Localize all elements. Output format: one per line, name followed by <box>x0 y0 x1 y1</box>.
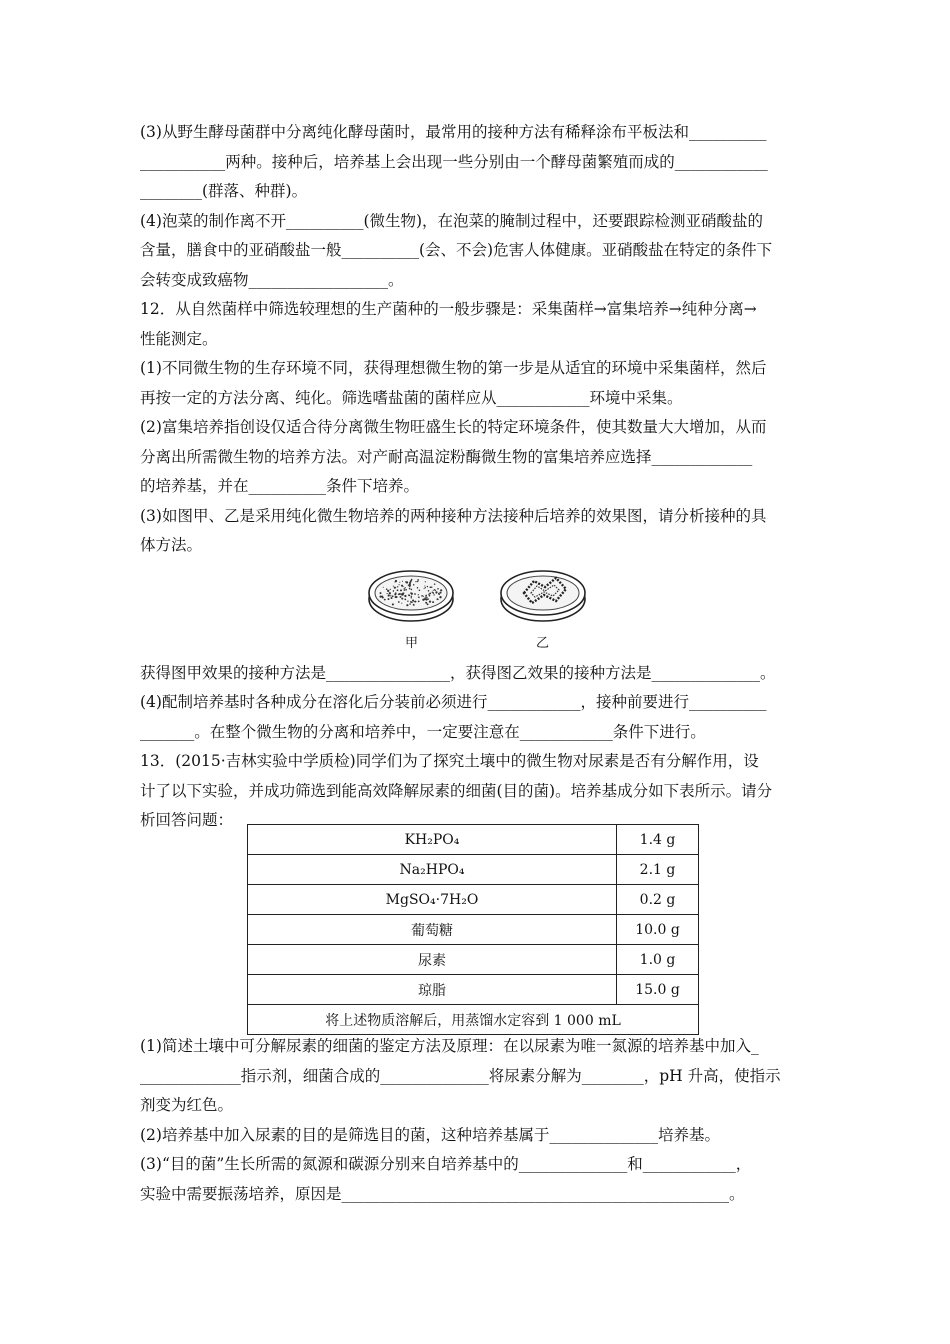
ingredient-amount-cell: 10.0 g <box>617 915 699 945</box>
text-line: 再按一定的方法分离、纯化。筛选嗜盐菌的菌样应从____________环境中采集。 <box>140 388 683 407</box>
colony-dot <box>388 598 390 600</box>
colony-dot <box>401 584 403 586</box>
document-page <box>140 118 820 836</box>
ingredient-name-cell: KH₂PO₄ <box>248 825 617 855</box>
colony-dot <box>404 589 406 591</box>
colony-dot <box>404 598 406 600</box>
colony-dot <box>399 581 400 582</box>
colony-dot <box>427 598 429 600</box>
colony-dot <box>440 589 442 591</box>
text-line: ___________两种。接种后，培养基上会出现一些分别由一个酵母菌繁殖而成的____________ <box>140 152 768 171</box>
text-line: ________(群落、种群)。 <box>140 182 308 200</box>
text-line: (2)富集培养指创设仅适合待分离微生物旺盛生长的特定环境条件，使其数量大大增加，从而 <box>140 418 767 436</box>
colony-dot <box>419 589 421 591</box>
figure-label-yi: 乙 <box>536 635 550 651</box>
text-line: 体方法。 <box>140 536 203 554</box>
colony-dot <box>425 601 427 603</box>
colony-dot <box>402 580 403 581</box>
colony-dot <box>406 604 408 606</box>
colony-dot <box>409 581 411 583</box>
colony-dot <box>411 588 413 590</box>
text-line: 剂变为红色。 <box>140 1096 234 1114</box>
colony-dot <box>392 595 394 597</box>
colony-dot <box>410 601 412 603</box>
text-line: 计了以下实验，并成功筛选到能高效降解尿素的细菌(目的菌)。培养基成分如下表所示。请分 <box>140 781 773 800</box>
colony-dot <box>413 584 415 586</box>
colony-dot <box>399 584 400 585</box>
colony-dot <box>436 592 437 593</box>
text-line: (3)如图甲、乙是采用纯化微生物培养的两种接种方法接种后培养的效果图，请分析接种的具 <box>140 506 767 525</box>
question-text-block-3 <box>140 1032 820 1209</box>
colony-dot <box>425 594 427 596</box>
colony-dot <box>398 601 400 603</box>
colony-dot <box>395 579 397 581</box>
ingredient-amount-cell: 15.0 g <box>617 975 699 1005</box>
colony-dot <box>408 584 409 585</box>
question-text-area-3 <box>140 1032 820 1209</box>
colony-dot <box>386 588 388 590</box>
colony-dot <box>412 599 414 601</box>
colony-dot <box>433 589 434 590</box>
colony-dot <box>437 588 439 590</box>
colony-dot <box>410 592 412 594</box>
colony-dot <box>418 594 419 595</box>
colony-dot <box>422 598 424 600</box>
colony-dot <box>437 598 438 599</box>
text-line: (3)从野生酵母菌群中分离纯化酵母菌时，最常用的接种方法有稀释涂布平板法和__________ <box>140 123 767 141</box>
colony-dot <box>397 589 399 591</box>
text-line: 会转变成致癌物__________________。 <box>140 270 404 289</box>
colony-dot <box>411 578 413 580</box>
text-line: (1)简述土壤中可分解尿素的细菌的鉴定方法及原理：在以尿素为唯一氮源的培养基中加入_ <box>140 1037 759 1055</box>
colony-dot <box>395 586 396 587</box>
table-row <box>248 945 699 975</box>
ingredient-name-cell: MgSO₄·7H₂O <box>248 885 617 915</box>
colony-dot <box>411 595 413 597</box>
colony-dot <box>424 597 425 598</box>
colony-dot <box>434 583 436 585</box>
colony-dot <box>418 596 419 597</box>
colony-dot <box>418 600 420 602</box>
colony-dot <box>423 595 424 596</box>
colony-dot <box>424 588 425 589</box>
colony-dot <box>388 594 390 596</box>
colony-dot <box>417 579 419 581</box>
text-line: _______。在整个微生物的分离和培养中，一定要注意在____________条件下进行。 <box>140 722 706 741</box>
text-line: (4)配制培养基时各种成分在溶化后分装前必须进行____________，接种前要进行__________ <box>140 693 767 711</box>
colony-dot <box>405 587 406 588</box>
colony-dot <box>404 594 406 596</box>
text-line: (3)“目的菌”生长所需的氮源和碳源分别来自培养基中的______________和____________， <box>140 1155 752 1173</box>
colony-dot <box>394 593 396 595</box>
colony-dot <box>434 589 435 590</box>
colony-dot <box>425 596 427 598</box>
colony-dot <box>432 601 434 603</box>
colony-dot <box>436 591 437 592</box>
colony-dot <box>413 604 414 605</box>
colony-dot <box>390 595 391 596</box>
figure-label-jia: 甲 <box>405 635 419 651</box>
colony-dot <box>382 596 384 598</box>
colony-dot <box>424 585 425 586</box>
table-note-cell: 将上述物质溶解后，用蒸馏水定容到 1 000 mL <box>248 1005 699 1035</box>
colony-dot <box>405 588 407 590</box>
colony-dot <box>431 586 433 588</box>
colony-dot <box>415 580 416 581</box>
colony-dot <box>379 595 381 597</box>
colony-dot <box>391 597 393 599</box>
colony-dot <box>389 592 391 594</box>
text-line: 实验中需要振荡培养，原因是__________________________________________________。 <box>140 1184 745 1203</box>
colony-dot <box>384 598 386 600</box>
colony-dot <box>393 585 394 586</box>
colony-dot <box>390 588 391 589</box>
table-row <box>248 885 699 915</box>
colony-dot <box>425 581 426 582</box>
colony-dot <box>414 593 416 595</box>
text-line: 获得图甲效果的接种方法是________________，获得图乙效果的接种方法是______________。 <box>140 663 776 682</box>
text-line: 分离出所需微生物的培养方法。对产耐高温淀粉酶微生物的富集培养应选择_____________ <box>140 447 753 466</box>
colony-dot <box>433 594 434 595</box>
text-line: (4)泡菜的制作离不开__________(微生物)，在泡菜的腌制过程中，还要跟踪检测亚硝酸盐的 <box>140 211 764 230</box>
ingredient-name-cell: 尿素 <box>248 945 617 975</box>
colony-dot <box>380 592 382 594</box>
colony-dot <box>429 592 431 594</box>
ingredient-amount-cell: 1.0 g <box>617 945 699 975</box>
table-row <box>248 915 699 945</box>
colony-dot <box>432 592 434 594</box>
ingredient-amount-cell: 2.1 g <box>617 855 699 885</box>
table-row <box>248 825 699 855</box>
table-note-row <box>248 1005 699 1035</box>
colony-dot <box>414 601 415 602</box>
colony-dot <box>382 595 383 596</box>
text-line: 12．从自然菌样中筛选较理想的生产菌种的一般步骤是：采集菌样→富集培养→纯种分离→ <box>140 300 757 318</box>
colony-dot <box>383 586 384 587</box>
colony-dot <box>387 593 388 594</box>
colony-dot <box>427 596 428 597</box>
colony-dot <box>409 603 411 605</box>
colony-dot <box>400 595 402 597</box>
text-line: _____________指示剂，细菌合成的______________将尿素分解为________，pH 升高，使指示 <box>140 1066 781 1085</box>
colony-dot <box>428 589 430 591</box>
ingredient-amount-cell: 0.2 g <box>617 885 699 915</box>
culture-medium-table <box>247 824 699 1035</box>
text-line: (2)培养基中加入尿素的目的是筛选目的菌，这种培养基属于______________培养基。 <box>140 1125 720 1144</box>
colony-dot <box>401 602 402 603</box>
colony-dot <box>387 589 389 591</box>
text-line: 析回答问题： <box>140 811 234 829</box>
figure-petri-dishes <box>140 561 820 659</box>
text-line: 含量，膳食中的亚硝酸盐一般__________(会、不会)危害人体健康。亚硝酸盐在特定的条件下 <box>140 241 773 259</box>
ingredient-name-cell: 琼脂 <box>248 975 617 1005</box>
colony-dot <box>429 594 431 596</box>
text-line: 的培养基，并在__________条件下培养。 <box>140 477 420 495</box>
petri-dish-jia-image <box>366 563 456 625</box>
ingredient-name-cell: Na₂HPO₄ <box>248 855 617 885</box>
table-row <box>248 855 699 885</box>
colony-dot <box>425 587 426 588</box>
colony-dot <box>427 603 429 605</box>
colony-dot <box>400 589 402 591</box>
colony-dot <box>408 594 409 595</box>
colony-dot <box>439 596 441 598</box>
colony-dot <box>411 597 412 598</box>
colony-dot <box>393 591 394 592</box>
text-line: 性能测定。 <box>140 329 218 348</box>
colony-dot <box>438 593 440 595</box>
table-row <box>248 975 699 1005</box>
colony-dot <box>407 600 408 601</box>
colony-dot <box>402 593 404 595</box>
text-line: 13．(2015·吉林实验中学质检)同学们为了探究土壤中的微生物对尿素是否有分解作用，设 <box>140 752 759 770</box>
text-line: (1)不同微生物的生存环境不同，获得理想微生物的第一步是从适宜的环境中采集菌样，然后 <box>140 359 767 377</box>
colony-dot <box>404 588 405 589</box>
colony-dot <box>392 603 394 605</box>
colony-dot <box>429 600 431 602</box>
colony-dot <box>421 595 423 597</box>
ingredient-amount-cell: 1.4 g <box>617 825 699 855</box>
colony-dot <box>397 586 398 587</box>
petri-dish-yi-image <box>498 563 588 625</box>
question-text-block-2 <box>140 659 820 836</box>
colony-dot <box>427 585 428 586</box>
colony-dot <box>430 586 432 588</box>
colony-dot <box>417 580 418 581</box>
colony-dot <box>398 593 400 595</box>
question-text-block-1 <box>140 118 820 561</box>
ingredient-name-cell: 葡萄糖 <box>248 915 617 945</box>
colony-dot <box>409 587 411 589</box>
colony-dot <box>406 581 408 583</box>
colony-dot <box>417 587 418 588</box>
colony-dot <box>395 596 397 598</box>
colony-dot <box>401 597 403 599</box>
colony-dot <box>439 591 441 593</box>
